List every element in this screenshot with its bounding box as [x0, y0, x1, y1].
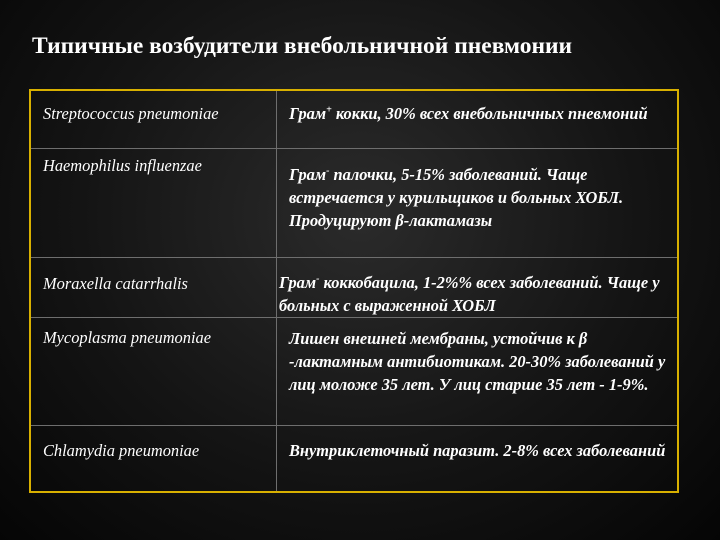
pathogen-name: Chlamydia pneumoniae [43, 441, 200, 460]
column-divider [276, 91, 277, 491]
pathogen-description: Грам+ кокки, 30% всех внебольничных пневмоний [289, 104, 648, 123]
row-divider [31, 317, 677, 318]
pathogen-name: Mycoplasma pneumoniae [43, 328, 211, 347]
row-divider [31, 148, 677, 149]
pathogen-name: Moraxella catarrhalis [43, 274, 188, 293]
pathogen-description: Лишен внешней мембраны, устойчив к β -лактамным антибиотикам. 20-30% заболеваний у лиц моложе 35 лет. У лиц старше 35 лет - 1-9%. [289, 329, 666, 394]
pathogens-table [29, 89, 679, 493]
pathogen-description: Внутриклеточный паразит. 2-8% всех заболеваний [289, 441, 666, 460]
slide-title: Типичные возбудители внебольничной пневмонии [32, 33, 573, 59]
row-divider [31, 257, 677, 258]
pathogen-name: Streptococcus pneumoniae [43, 104, 219, 123]
pathogen-name: Haemophilus influenzae [43, 156, 202, 175]
pathogen-description: Грам- палочки, 5-15% заболеваний. Чаще встречается у курильщиков и больных ХОБЛ. Продуцируют β-лактамазы [289, 165, 624, 230]
pathogen-description: Грам- коккобацила, 1-2%% всех заболеваний. Чаще у больных с выраженной ХОБЛ [279, 273, 660, 315]
row-divider [31, 425, 677, 426]
